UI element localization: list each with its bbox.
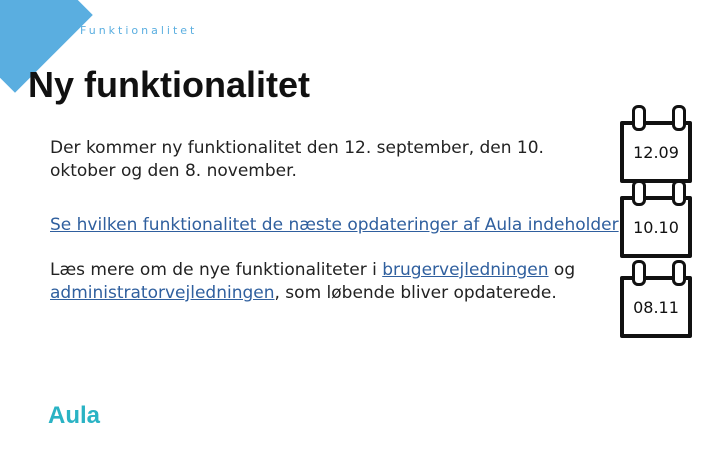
updates-link[interactable]: Se hvilken funktionalitet de næste opdateringer af Aula indeholder [50, 215, 619, 235]
user-guide-link[interactable]: brugervejledningen [382, 260, 549, 280]
guides-paragraph [50, 259, 590, 305]
guides-text-middle: og [548, 260, 576, 280]
guides-text-prefix: Læs mere om de nye funktionaliteter i [50, 260, 383, 280]
admin-guide-link[interactable]: administratorvejledningen [50, 283, 275, 303]
updates-link-line [50, 214, 640, 237]
calendar-ring-icon [632, 260, 646, 286]
calendar-ring-icon [632, 180, 646, 206]
calendar-ring-icon [672, 260, 686, 286]
page-title: Ny funktionalitet [28, 64, 311, 105]
calendar-date: 10.10 [620, 196, 692, 258]
calendar-ring-icon [632, 105, 646, 131]
section-kicker: Funktionalitet [80, 24, 198, 37]
calendar-ring-icon [672, 105, 686, 131]
aula-logo: Aula [48, 402, 101, 429]
calendar-date: 08.11 [620, 276, 692, 338]
calendar-ring-icon [672, 180, 686, 206]
intro-paragraph: Der kommer ny funktionalitet den 12. september, den 10. oktober og den 8. november. [50, 138, 544, 181]
guides-text-suffix: , som løbende bliver opdaterede. [274, 283, 557, 303]
calendar-date: 12.09 [620, 121, 692, 183]
